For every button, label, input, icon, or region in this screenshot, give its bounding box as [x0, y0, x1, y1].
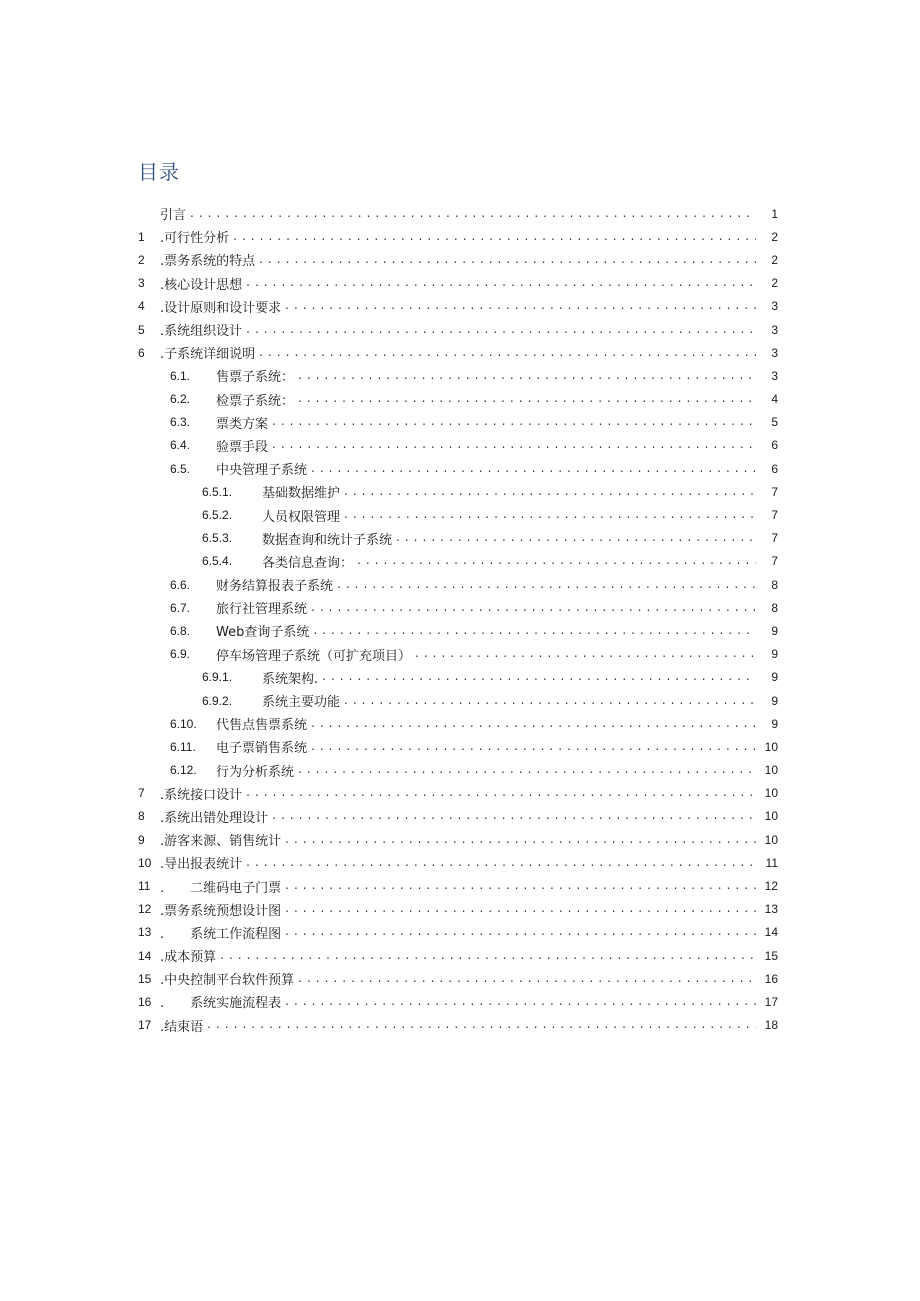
toc-entry-page: 7 [771, 531, 778, 546]
toc-entry[interactable] [138, 573, 778, 596]
dot-leader [415, 647, 756, 661]
toc-entry-label: .结束语 [160, 1019, 204, 1035]
toc-entry-label: 旅行社管理系统 [216, 602, 308, 618]
toc-entry-page: 9 [771, 623, 778, 638]
toc-entry-page: 6 [771, 438, 778, 453]
toc-entry[interactable] [138, 202, 778, 225]
toc-entry-number: 6.6. [170, 577, 191, 592]
toc-entry-label: . 系统工作流程图 [160, 926, 282, 942]
toc-entry-page: 10 [764, 832, 778, 847]
toc-entry-label: 验票手段 [216, 439, 269, 455]
toc-entry-page: 13 [764, 902, 778, 917]
toc-entry-page: 14 [764, 925, 778, 940]
dot-leader [344, 694, 756, 708]
dot-leader [298, 972, 756, 986]
toc-entry-number: 6.7. [170, 600, 191, 615]
toc-entry-page: 7 [771, 484, 778, 499]
toc-entry-label: .子系统详细说明 [160, 347, 256, 363]
toc-entry-number: 6.5. [170, 461, 191, 476]
toc-entry[interactable] [138, 434, 778, 457]
toc-entry-label: .核心设计思想 [160, 277, 243, 293]
toc-entry-number: 7 [138, 786, 145, 801]
toc-entry[interactable] [138, 874, 778, 897]
toc-entry-label: Web查询子系统 [216, 625, 310, 641]
toc-entry-number: 11 [138, 879, 151, 894]
dot-leader [233, 230, 756, 244]
toc-entry-number: 13 [138, 925, 152, 940]
toc-entry[interactable] [138, 272, 778, 295]
toc-entry-page: 9 [771, 716, 778, 731]
toc-entry-label: .票务系统预想设计图 [160, 903, 282, 919]
toc-entry-label: 数据查询和统计子系统 [262, 532, 393, 548]
toc-entry-number: 10 [138, 855, 152, 870]
toc-entry-page: 12 [764, 879, 778, 894]
toc-entry-page: 7 [771, 508, 778, 523]
table-of-contents [138, 202, 778, 1037]
toc-entry-number: 6 [138, 345, 145, 360]
toc-entry-label: . 二维码电子门票 [160, 880, 282, 896]
toc-entry[interactable] [138, 712, 778, 735]
dot-leader [259, 346, 756, 360]
toc-entry-number: 6.3. [170, 415, 191, 430]
toc-entry-number: 6.2. [170, 392, 191, 407]
toc-entry-page: 10 [764, 739, 778, 754]
toc-entry-number: 3 [138, 276, 145, 291]
toc-entry-page: 10 [764, 763, 778, 778]
toc-entry[interactable] [138, 341, 778, 364]
toc-entry[interactable] [138, 689, 778, 712]
toc-entry-label: .票务系统的特点 [160, 254, 256, 270]
toc-entry-label: 代售点售票系统 [216, 718, 308, 734]
toc-entry-page: 17 [764, 994, 778, 1009]
toc-entry-number: 6.5.3. [202, 531, 233, 546]
toc-entry-page: 1 [771, 206, 778, 221]
toc-entry-number: 17 [138, 1018, 152, 1033]
dot-leader [246, 323, 756, 337]
toc-entry-label: .系统接口设计 [160, 787, 243, 803]
toc-entry-page: 3 [771, 322, 778, 337]
dot-leader [285, 995, 756, 1009]
toc-entry-number: 6.5.2. [202, 508, 233, 523]
toc-entry-label: 引言 [160, 208, 187, 224]
toc-entry-label: .可行性分析 [160, 231, 230, 247]
dot-leader [311, 601, 756, 615]
toc-entry[interactable] [138, 411, 778, 434]
toc-entry[interactable] [138, 225, 778, 248]
toc-entry-label: 人员权限管理 [262, 509, 341, 525]
toc-entry[interactable] [138, 735, 778, 758]
toc-entry[interactable] [138, 898, 778, 921]
toc-entry-page: 3 [771, 368, 778, 383]
toc-entry[interactable] [138, 619, 778, 642]
toc-entry-number: 8 [138, 809, 145, 824]
dot-leader [285, 902, 756, 916]
toc-entry-page: 9 [771, 693, 778, 708]
toc-entry-label: .设计原则和设计要求 [160, 300, 282, 316]
dot-leader [298, 369, 756, 383]
toc-entry-page: 11 [765, 855, 778, 870]
toc-entry-label: 各类信息查询： [262, 555, 354, 571]
toc-entry-label: .系统组织设计 [160, 324, 243, 340]
dot-leader [285, 925, 756, 939]
toc-entry-page: 8 [771, 600, 778, 615]
toc-entry-number: 6.12. [170, 763, 197, 778]
toc-entry-label: 财务结算报表子系统 [216, 579, 334, 595]
toc-entry-label: .系统出错处理设计 [160, 810, 269, 826]
toc-entry-label: .成本预算 [160, 950, 217, 966]
dot-leader [298, 392, 756, 406]
dot-leader [246, 786, 756, 800]
toc-entry-page: 10 [764, 809, 778, 824]
dot-leader [285, 833, 756, 847]
toc-entry-number: 6.8. [170, 623, 191, 638]
toc-entry-number: 14 [138, 948, 152, 963]
toc-entry-label: .中央控制平台软件预算 [160, 973, 295, 989]
toc-entry-number: 2 [138, 252, 145, 267]
toc-entry-page: 16 [764, 971, 778, 986]
toc-entry-number: 9 [138, 832, 145, 847]
toc-entry-label: 售票子系统： [216, 370, 295, 386]
dot-leader [246, 276, 756, 290]
toc-title: 目录 [138, 160, 180, 184]
toc-entry[interactable] [138, 967, 778, 990]
toc-entry[interactable] [138, 944, 778, 967]
toc-entry-page: 5 [771, 415, 778, 430]
toc-entry-page: 3 [771, 299, 778, 314]
dot-leader [285, 299, 756, 313]
toc-entry[interactable] [138, 480, 778, 503]
toc-entry[interactable] [138, 295, 778, 318]
toc-entry[interactable] [138, 527, 778, 550]
toc-entry[interactable] [138, 921, 778, 944]
toc-entry-number: 4 [138, 299, 145, 314]
dot-leader [207, 1018, 756, 1032]
toc-entry-page: 15 [764, 948, 778, 963]
toc-entry-number: 6.5.1. [202, 484, 233, 499]
toc-entry-label: .导出报表统计 [160, 857, 243, 873]
toc-entry-label: 系统主要功能 [262, 695, 341, 711]
toc-entry[interactable] [138, 990, 778, 1013]
dot-leader [272, 415, 756, 429]
toc-entry-number: 16 [138, 994, 152, 1009]
toc-entry-page: 8 [771, 577, 778, 592]
dot-leader [220, 949, 756, 963]
toc-entry-page: 9 [771, 670, 778, 685]
toc-entry-label: 系统架构. [262, 671, 319, 687]
dot-leader [190, 207, 756, 221]
toc-entry-number: 6.9.1. [202, 670, 233, 685]
toc-entry-page: 2 [771, 276, 778, 291]
toc-entry[interactable] [138, 388, 778, 411]
toc-entry-label: 行为分析系统 [216, 764, 295, 780]
dot-leader [311, 717, 756, 731]
toc-entry-label: 中央管理子系统 [216, 463, 308, 479]
toc-entry[interactable] [138, 364, 778, 387]
toc-entry[interactable] [138, 248, 778, 271]
toc-entry-page: 18 [764, 1018, 778, 1033]
toc-entry[interactable] [138, 828, 778, 851]
toc-entry-label: 检票子系统： [216, 393, 295, 409]
toc-entry-page: 2 [771, 229, 778, 244]
toc-entry-number: 5 [138, 322, 145, 337]
toc-entry-number: 12 [138, 902, 152, 917]
toc-entry-number: 6.9. [170, 647, 191, 662]
dot-leader [246, 856, 756, 870]
toc-entry[interactable] [138, 666, 778, 689]
toc-entry-label: 票类方案 [216, 416, 269, 432]
dot-leader [313, 624, 756, 638]
toc-entry-page: 3 [771, 345, 778, 360]
toc-entry[interactable] [138, 759, 778, 782]
dot-leader [272, 809, 756, 823]
toc-entry-number: 6.11. [170, 739, 196, 754]
toc-entry-label: 基础数据维护 [262, 486, 341, 502]
dot-leader [259, 253, 756, 267]
toc-entry-number: 6.4. [170, 438, 191, 453]
toc-entry[interactable] [138, 805, 778, 828]
toc-entry-label: 停车场管理子系统（可扩充项目） [216, 648, 412, 664]
dot-leader [322, 670, 756, 684]
dot-leader [357, 554, 756, 568]
toc-entry-page: 10 [764, 786, 778, 801]
toc-entry[interactable] [138, 782, 778, 805]
toc-entry-number: 6.5.4. [202, 554, 233, 569]
dot-leader [344, 508, 756, 522]
toc-entry[interactable] [138, 503, 778, 526]
toc-entry[interactable] [138, 1014, 778, 1037]
toc-entry-number: 1 [138, 229, 145, 244]
toc-entry-page: 4 [771, 392, 778, 407]
dot-leader [285, 879, 756, 893]
dot-leader [272, 438, 756, 452]
toc-entry-page: 9 [771, 647, 778, 662]
toc-entry-label: . 系统实施流程表 [160, 996, 282, 1012]
toc-entry[interactable] [138, 596, 778, 619]
toc-entry-page: 6 [771, 461, 778, 476]
toc-entry[interactable] [138, 318, 778, 341]
toc-entry-number: 6.9.2. [202, 693, 233, 708]
toc-entry-page: 2 [771, 252, 778, 267]
dot-leader [344, 485, 756, 499]
toc-entry-number: 6.1. [170, 368, 191, 383]
dot-leader [298, 763, 756, 777]
toc-entry[interactable] [138, 550, 778, 573]
toc-entry[interactable] [138, 457, 778, 480]
toc-entry-number: 15 [138, 971, 152, 986]
toc-entry-label: 电子票销售系统 [216, 741, 308, 757]
toc-entry-label: .游客来源、销售统计 [160, 834, 282, 850]
dot-leader [337, 578, 756, 592]
toc-entry[interactable] [138, 851, 778, 874]
dot-leader [311, 740, 756, 754]
dot-leader [396, 531, 756, 545]
toc-entry[interactable] [138, 643, 778, 666]
dot-leader [311, 462, 756, 476]
toc-entry-page: 7 [771, 554, 778, 569]
toc-entry-number: 6.10. [170, 716, 197, 731]
